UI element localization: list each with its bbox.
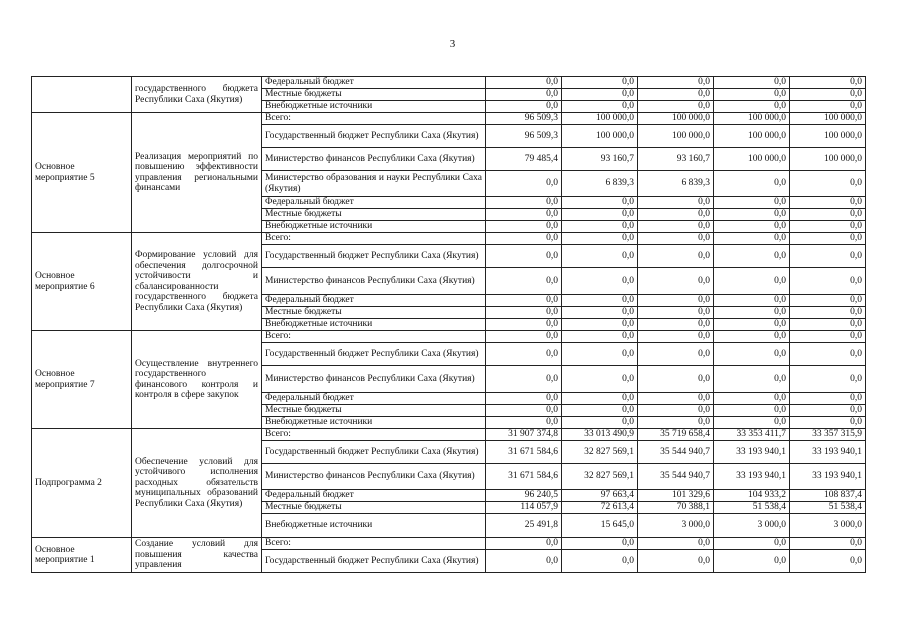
amount-cell: 97 663,4 — [562, 490, 638, 502]
funding-source-cell: Всего: — [262, 429, 486, 441]
amount-cell: 0,0 — [486, 245, 562, 268]
amount-cell: 100 000,0 — [638, 113, 714, 125]
funding-source-cell: Федеральный бюджет — [262, 295, 486, 307]
amount-cell: 0,0 — [790, 197, 866, 209]
amount-cell: 33 193 940,1 — [790, 441, 866, 464]
amount-cell: 100 000,0 — [562, 125, 638, 148]
amount-cell: 0,0 — [638, 233, 714, 245]
funding-source-cell: Местные бюджеты — [262, 307, 486, 319]
amount-cell: 0,0 — [790, 331, 866, 343]
amount-cell: 0,0 — [486, 550, 562, 573]
funding-source-cell: Государственный бюджет Республики Саха (Якутия) — [262, 343, 486, 366]
amount-cell: 0,0 — [790, 538, 866, 550]
amount-cell: 33 353 411,7 — [714, 429, 790, 441]
amount-cell: 0,0 — [638, 405, 714, 417]
page-number: 3 — [449, 38, 456, 50]
amount-cell: 0,0 — [638, 307, 714, 319]
amount-cell: 93 160,7 — [562, 148, 638, 171]
funding-source-cell: Внебюджетные источники — [262, 417, 486, 429]
amount-cell: 0,0 — [486, 233, 562, 245]
amount-cell: 0,0 — [562, 197, 638, 209]
event-description-cell: Осуществление внутреннего государственного финансового контроля и контроля в сфере закупок — [132, 331, 262, 429]
amount-cell: 100 000,0 — [790, 113, 866, 125]
amount-cell: 108 837,4 — [790, 490, 866, 502]
amount-cell: 0,0 — [790, 417, 866, 429]
amount-cell: 32 827 569,1 — [562, 464, 638, 490]
event-description-cell: Создание условий для повышения качества управления — [132, 538, 262, 573]
funding-source-cell: Местные бюджеты — [262, 209, 486, 221]
amount-cell: 0,0 — [486, 307, 562, 319]
amount-cell: 0,0 — [486, 393, 562, 405]
event-name-cell — [32, 77, 132, 113]
amount-cell: 0,0 — [714, 171, 790, 197]
amount-cell: 0,0 — [562, 233, 638, 245]
budget-table-body — [32, 77, 866, 573]
amount-cell: 33 357 315,9 — [790, 429, 866, 441]
amount-cell: 33 193 940,1 — [790, 464, 866, 490]
amount-cell: 93 160,7 — [638, 148, 714, 171]
amount-cell: 0,0 — [638, 550, 714, 573]
event-name-cell: Основное мероприятие 5 — [32, 113, 132, 233]
amount-cell: 0,0 — [562, 77, 638, 89]
amount-cell: 72 613,4 — [562, 502, 638, 514]
amount-cell: 0,0 — [638, 221, 714, 233]
table-row — [32, 77, 866, 89]
amount-cell: 70 388,1 — [638, 502, 714, 514]
amount-cell: 35 719 658,4 — [638, 429, 714, 441]
amount-cell: 51 538,4 — [790, 502, 866, 514]
amount-cell: 100 000,0 — [790, 148, 866, 171]
funding-source-cell: Министерство финансов Республики Саха (Якутия) — [262, 148, 486, 171]
amount-cell: 0,0 — [562, 101, 638, 113]
amount-cell: 0,0 — [562, 417, 638, 429]
amount-cell: 0,0 — [638, 101, 714, 113]
amount-cell: 0,0 — [562, 307, 638, 319]
table-row — [32, 429, 866, 441]
amount-cell: 79 485,4 — [486, 148, 562, 171]
amount-cell: 0,0 — [486, 171, 562, 197]
amount-cell: 0,0 — [638, 393, 714, 405]
amount-cell: 0,0 — [638, 319, 714, 331]
amount-cell: 0,0 — [486, 319, 562, 331]
funding-source-cell: Федеральный бюджет — [262, 393, 486, 405]
amount-cell: 0,0 — [790, 307, 866, 319]
amount-cell: 0,0 — [638, 366, 714, 393]
amount-cell: 0,0 — [714, 405, 790, 417]
amount-cell: 35 544 940,7 — [638, 464, 714, 490]
funding-source-cell: Внебюджетные источники — [262, 101, 486, 113]
amount-cell: 0,0 — [562, 331, 638, 343]
funding-source-cell: Министерство финансов Республики Саха (Якутия) — [262, 464, 486, 490]
amount-cell: 96 509,3 — [486, 125, 562, 148]
amount-cell: 0,0 — [714, 307, 790, 319]
amount-cell: 3 000,0 — [714, 514, 790, 538]
amount-cell: 0,0 — [486, 538, 562, 550]
amount-cell: 0,0 — [638, 331, 714, 343]
amount-cell: 0,0 — [562, 550, 638, 573]
event-name-cell: Основное мероприятие 6 — [32, 233, 132, 331]
funding-source-cell: Федеральный бюджет — [262, 197, 486, 209]
amount-cell: 33 193 940,1 — [714, 464, 790, 490]
amount-cell: 0,0 — [790, 319, 866, 331]
amount-cell: 31 671 584,6 — [486, 464, 562, 490]
amount-cell: 0,0 — [714, 233, 790, 245]
amount-cell: 15 645,0 — [562, 514, 638, 538]
amount-cell: 0,0 — [790, 171, 866, 197]
amount-cell: 0,0 — [714, 197, 790, 209]
amount-cell: 0,0 — [638, 343, 714, 366]
amount-cell: 0,0 — [562, 343, 638, 366]
funding-source-cell: Всего: — [262, 331, 486, 343]
amount-cell: 0,0 — [486, 89, 562, 101]
amount-cell: 0,0 — [562, 89, 638, 101]
amount-cell: 0,0 — [562, 268, 638, 295]
amount-cell: 0,0 — [486, 101, 562, 113]
funding-source-cell: Всего: — [262, 113, 486, 125]
funding-source-cell: Федеральный бюджет — [262, 490, 486, 502]
amount-cell: 0,0 — [790, 245, 866, 268]
amount-cell: 0,0 — [486, 221, 562, 233]
amount-cell: 96 509,3 — [486, 113, 562, 125]
amount-cell: 0,0 — [714, 268, 790, 295]
amount-cell: 96 240,5 — [486, 490, 562, 502]
amount-cell: 0,0 — [790, 77, 866, 89]
funding-source-cell: Внебюджетные источники — [262, 221, 486, 233]
amount-cell: 0,0 — [562, 366, 638, 393]
amount-cell: 0,0 — [714, 245, 790, 268]
amount-cell: 0,0 — [486, 343, 562, 366]
amount-cell: 0,0 — [790, 221, 866, 233]
amount-cell: 100 000,0 — [562, 113, 638, 125]
budget-table — [31, 76, 866, 573]
amount-cell: 31 671 584,6 — [486, 441, 562, 464]
event-description-cell: Формирование условий для обеспечения долгосрочной устойчивости и сбалансированности государственного бюджета Республики Саха (Якутия) — [132, 233, 262, 331]
amount-cell: 0,0 — [486, 405, 562, 417]
amount-cell: 0,0 — [486, 77, 562, 89]
amount-cell: 0,0 — [562, 393, 638, 405]
funding-source-cell: Государственный бюджет Республики Саха (Якутия) — [262, 245, 486, 268]
amount-cell: 33 013 490,9 — [562, 429, 638, 441]
amount-cell: 0,0 — [790, 101, 866, 113]
amount-cell: 0,0 — [714, 77, 790, 89]
table-row — [32, 538, 866, 550]
funding-source-cell: Министерство образования и науки Республики Саха (Якутия) — [262, 171, 486, 197]
amount-cell: 32 827 569,1 — [562, 441, 638, 464]
amount-cell: 0,0 — [790, 405, 866, 417]
event-name-cell: Основное мероприятие 1 — [32, 538, 132, 573]
amount-cell: 0,0 — [714, 550, 790, 573]
amount-cell: 0,0 — [562, 405, 638, 417]
amount-cell: 51 538,4 — [714, 502, 790, 514]
amount-cell: 0,0 — [638, 538, 714, 550]
amount-cell: 104 933,2 — [714, 490, 790, 502]
amount-cell: 0,0 — [790, 393, 866, 405]
funding-source-cell: Всего: — [262, 538, 486, 550]
amount-cell: 0,0 — [638, 77, 714, 89]
event-description-cell: Реализация мероприятий по повышению эффективности управления региональными финансами — [132, 113, 262, 233]
amount-cell: 0,0 — [714, 209, 790, 221]
amount-cell: 33 193 940,1 — [714, 441, 790, 464]
amount-cell: 0,0 — [486, 331, 562, 343]
amount-cell: 0,0 — [714, 366, 790, 393]
amount-cell: 0,0 — [638, 89, 714, 101]
amount-cell: 0,0 — [790, 550, 866, 573]
amount-cell: 0,0 — [714, 221, 790, 233]
amount-cell: 0,0 — [790, 295, 866, 307]
amount-cell: 100 000,0 — [790, 125, 866, 148]
amount-cell: 0,0 — [486, 366, 562, 393]
amount-cell: 0,0 — [714, 538, 790, 550]
amount-cell: 0,0 — [790, 209, 866, 221]
amount-cell: 0,0 — [486, 268, 562, 295]
amount-cell: 0,0 — [638, 197, 714, 209]
event-name-cell: Подпрограмма 2 — [32, 429, 132, 538]
amount-cell: 0,0 — [790, 233, 866, 245]
amount-cell: 35 544 940,7 — [638, 441, 714, 464]
funding-source-cell: Федеральный бюджет — [262, 77, 486, 89]
funding-source-cell: Внебюджетные источники — [262, 319, 486, 331]
funding-source-cell: Государственный бюджет Республики Саха (Якутия) — [262, 550, 486, 573]
amount-cell: 0,0 — [562, 209, 638, 221]
amount-cell: 0,0 — [790, 89, 866, 101]
amount-cell: 0,0 — [486, 295, 562, 307]
funding-source-cell: Местные бюджеты — [262, 405, 486, 417]
amount-cell: 25 491,8 — [486, 514, 562, 538]
amount-cell: 100 000,0 — [638, 125, 714, 148]
amount-cell: 0,0 — [714, 101, 790, 113]
event-name-cell: Основное мероприятие 7 — [32, 331, 132, 429]
amount-cell: 0,0 — [714, 393, 790, 405]
amount-cell: 0,0 — [638, 209, 714, 221]
amount-cell: 0,0 — [790, 366, 866, 393]
funding-source-cell: Местные бюджеты — [262, 89, 486, 101]
funding-source-cell: Государственный бюджет Республики Саха (Якутия) — [262, 125, 486, 148]
amount-cell: 0,0 — [638, 417, 714, 429]
amount-cell: 0,0 — [638, 295, 714, 307]
amount-cell: 0,0 — [486, 417, 562, 429]
event-description-cell: государственного бюджета Республики Саха (Якутия) — [132, 77, 262, 113]
funding-source-cell: Министерство финансов Республики Саха (Якутия) — [262, 268, 486, 295]
amount-cell: 0,0 — [714, 319, 790, 331]
funding-source-cell: Министерство финансов Республики Саха (Якутия) — [262, 366, 486, 393]
amount-cell: 3 000,0 — [638, 514, 714, 538]
amount-cell: 0,0 — [562, 538, 638, 550]
amount-cell: 0,0 — [562, 245, 638, 268]
table-row — [32, 113, 866, 125]
amount-cell: 0,0 — [790, 343, 866, 366]
event-description-cell: Обеспечение условий для устойчивого исполнения расходных обязательств муниципальных образований Республики Саха (Якутия) — [132, 429, 262, 538]
amount-cell: 0,0 — [562, 221, 638, 233]
funding-source-cell: Местные бюджеты — [262, 502, 486, 514]
table-row — [32, 331, 866, 343]
amount-cell: 100 000,0 — [714, 125, 790, 148]
amount-cell: 101 329,6 — [638, 490, 714, 502]
amount-cell: 100 000,0 — [714, 113, 790, 125]
amount-cell: 0,0 — [562, 319, 638, 331]
amount-cell: 100 000,0 — [714, 148, 790, 171]
amount-cell: 6 839,3 — [562, 171, 638, 197]
funding-source-cell: Государственный бюджет Республики Саха (Якутия) — [262, 441, 486, 464]
amount-cell: 0,0 — [486, 209, 562, 221]
amount-cell: 31 907 374,8 — [486, 429, 562, 441]
amount-cell: 0,0 — [790, 268, 866, 295]
amount-cell: 0,0 — [638, 268, 714, 295]
amount-cell: 0,0 — [486, 197, 562, 209]
amount-cell: 0,0 — [562, 295, 638, 307]
amount-cell: 0,0 — [714, 343, 790, 366]
amount-cell: 0,0 — [714, 417, 790, 429]
amount-cell: 0,0 — [714, 331, 790, 343]
amount-cell: 0,0 — [714, 295, 790, 307]
funding-source-cell: Внебюджетные источники — [262, 514, 486, 538]
amount-cell: 6 839,3 — [638, 171, 714, 197]
amount-cell: 114 057,9 — [486, 502, 562, 514]
amount-cell: 0,0 — [714, 89, 790, 101]
amount-cell: 3 000,0 — [790, 514, 866, 538]
table-row — [32, 233, 866, 245]
amount-cell: 0,0 — [638, 245, 714, 268]
funding-source-cell: Всего: — [262, 233, 486, 245]
